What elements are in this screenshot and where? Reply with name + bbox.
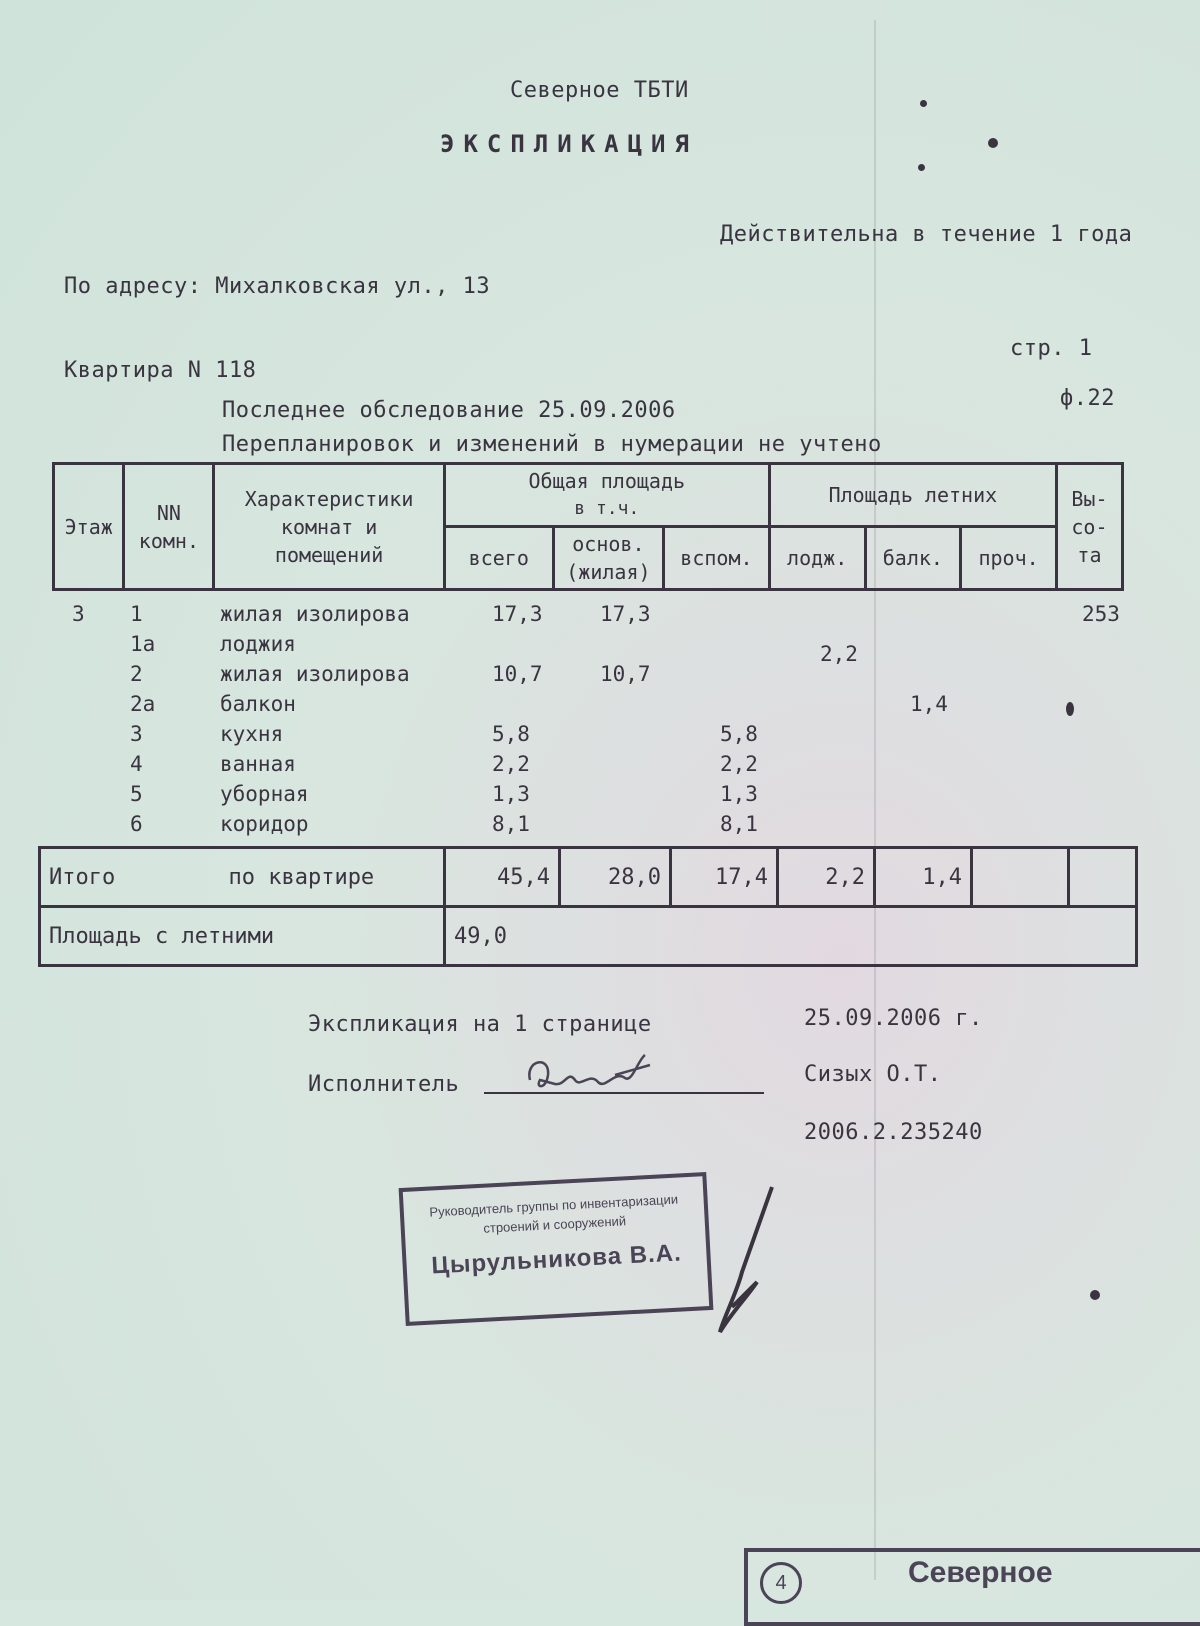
summary-with-summer-row [40,907,1137,966]
cell-room-no: 2а [130,692,156,716]
ink-mark [988,138,998,148]
pages-note: Экспликация на 1 странице [308,1012,652,1037]
header-total-area [444,464,769,527]
header-height [1056,464,1122,590]
cell-room-name: ванная [220,752,296,776]
summary-height [1069,848,1137,907]
cell-total: 2,2 [492,752,530,776]
header-characteristics [214,464,444,590]
summary-loggia: 2,2 [778,848,875,907]
document-date: 25.09.2006 г. [804,1006,983,1031]
bottom-stamp-number: 4 [760,1562,802,1604]
table-row [52,782,1124,812]
header-summer-area: Площадь летних [769,464,1056,527]
cell-main: 17,3 [600,602,651,626]
executor-name: Сизых О.Т. [804,1062,942,1087]
cell-aux: 8,1 [720,812,758,836]
cell-total: 5,8 [492,722,530,746]
header-all: всего [444,527,553,590]
cell-total: 17,3 [492,602,543,626]
validity-note: Действительна в течение 1 года [720,222,1133,247]
document-title: ЭКСПЛИКАЦИЯ [440,130,698,158]
header-height-line1: Вы- [1071,486,1108,511]
cell-main: 10,7 [600,662,651,686]
ink-mark [918,164,925,171]
header-main-line2: (жилая) [566,560,651,584]
header-char-line2: комнат и [280,514,378,539]
cell-total: 8,1 [492,812,530,836]
summary-main: 28,0 [560,848,671,907]
table-row [52,692,1124,722]
stamp-line3: Цырульникова В.А. [430,1239,683,1280]
bottom-stamp [744,1548,1200,1626]
header-loggia: лодж. [769,527,865,590]
table-row [52,632,1124,666]
header-height-line2: со- [1071,514,1108,539]
apartment-number: Квартира N 118 [64,358,257,383]
header-room-no-line2: комн. [138,528,200,553]
executor-signature [520,1050,660,1100]
executor-label: Исполнитель [308,1072,460,1097]
cell-room-no: 4 [130,752,143,776]
summary-total-row [40,848,1137,907]
header-aux: вспом. [664,527,770,590]
official-stamp [399,1172,714,1326]
cell-floor: 3 [72,602,85,626]
ink-mark [920,100,927,107]
stamp-line1: Руководитель группы по инвентаризации [429,1191,679,1220]
replanning-note: Перепланировок и изменений в нумерации не учтено [222,432,882,457]
cell-aux: 5,8 [720,722,758,746]
ink-mark [1090,1290,1100,1300]
header-including: в т.ч. [574,498,640,519]
table-row [52,602,1124,632]
ink-mark [1066,702,1074,716]
cell-balcony: 1,4 [910,692,948,716]
header-other: проч. [961,527,1057,590]
table-row [52,812,1124,842]
organization-name: Северное ТБТИ [510,78,689,103]
address: По адресу: Михалковская ул., 13 [64,274,491,299]
header-room-no [124,464,214,590]
cell-room-name: жилая изолирова [220,602,410,626]
stamp-line2: строений и сооружений [483,1213,627,1236]
cell-room-name: лоджия [220,632,296,656]
cell-room-no: 6 [130,812,143,836]
table-row [52,752,1124,782]
cell-room-name: жилая изолирова [220,662,410,686]
cell-room-no: 5 [130,782,143,806]
summary-total-label-cell [40,848,445,907]
summary-total-scope: по квартире [228,864,375,890]
cell-room-name: балкон [220,692,296,716]
summary-total: 45,4 [445,848,560,907]
header-char-line3: помещений [274,542,384,567]
table-row [52,662,1124,692]
cell-total: 10,7 [492,662,543,686]
form-number: ф.22 [1060,386,1115,411]
cell-aux: 1,3 [720,782,758,806]
summary-with-summer-value: 49,0 [445,907,1137,966]
table-row [52,722,1124,752]
cell-room-no: 3 [130,722,143,746]
cell-room-name: кухня [220,722,284,746]
summary-table [38,846,1138,967]
header-balcony: балк. [865,527,961,590]
cell-loggia: 2,2 [820,642,858,666]
room-rows [52,602,1124,842]
header-floor: Этаж [54,464,124,590]
cell-height: 253 [1082,602,1120,626]
header-main [553,527,663,590]
header-room-no-line1: NN [156,500,181,525]
cell-total: 1,3 [492,782,530,806]
header-total-area-label: Общая площадь [528,469,686,493]
approval-signature [712,1182,792,1342]
summary-aux: 17,4 [671,848,778,907]
header-height-line3: та [1077,542,1102,567]
cell-room-name: коридор [220,812,309,836]
summary-other [972,848,1069,907]
page-number: стр. 1 [1010,336,1093,361]
cell-room-no: 2 [130,662,143,686]
registration-number: 2006.2.235240 [804,1120,983,1145]
cell-room-no: 1 [130,602,143,626]
header-char-line1: Характеристики [244,486,414,511]
cell-room-no: 1а [130,632,156,656]
summary-balcony: 1,4 [875,848,972,907]
cell-aux: 2,2 [720,752,758,776]
summary-total-label: Итого [49,864,116,890]
last-survey: Последнее обследование 25.09.2006 [222,398,676,423]
header-main-line1: основ. [572,532,645,556]
cell-room-name: уборная [220,782,309,806]
summary-with-summer-label: Площадь с летними [40,907,445,966]
bottom-stamp-text: Северное [908,1556,1053,1589]
explication-table-header [52,462,1124,591]
